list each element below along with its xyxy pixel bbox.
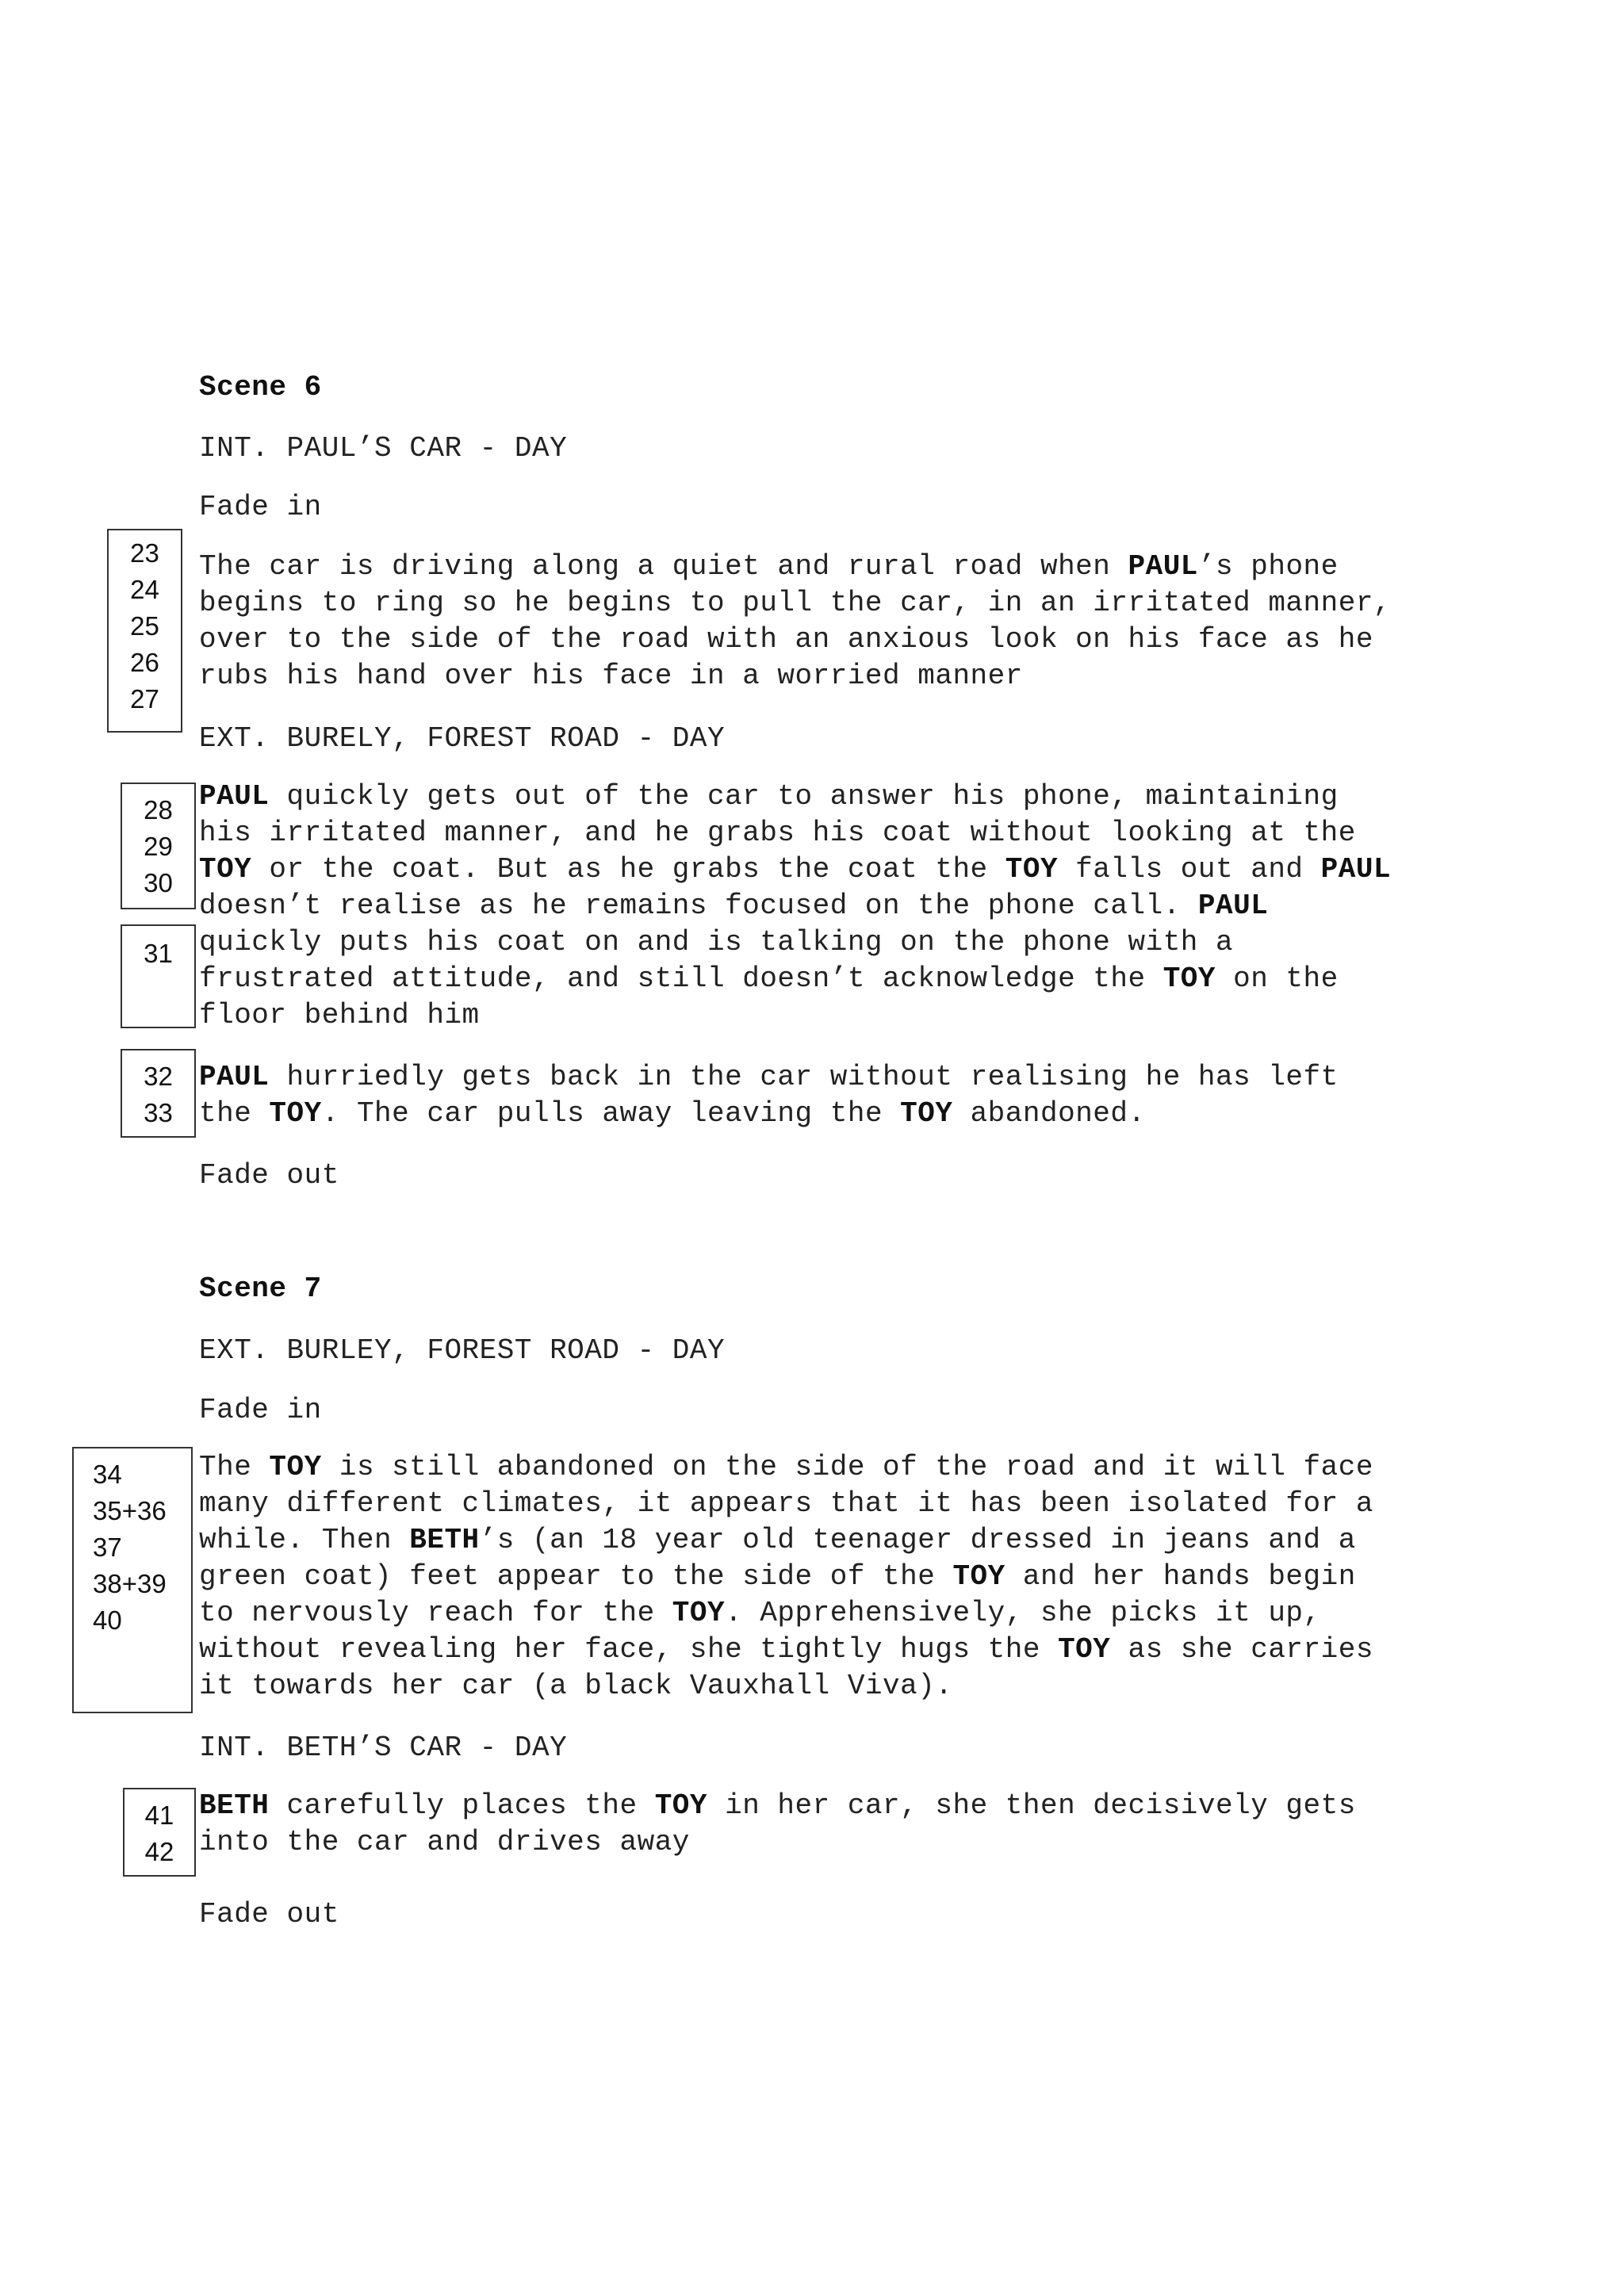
action-line (199, 961, 1339, 997)
action-text: over to the side of the road with an anxious look on his face as he (199, 623, 1373, 656)
scene-7-fade-in: Fade in (199, 1394, 322, 1426)
character-name: TOY (269, 1097, 322, 1130)
action-text: quickly gets out of the car to answer his phone, maintaining (269, 780, 1339, 813)
character-name: TOY (199, 853, 252, 886)
shot-numbers-23-27 (107, 529, 182, 733)
character-name: BETH (199, 1789, 270, 1822)
character-name: TOY (672, 1597, 726, 1629)
action-text: green coat) feet appear to the side of the (199, 1560, 953, 1593)
shot-number: 24 (130, 575, 159, 604)
scene-6-fade-out: Fade out (199, 1159, 339, 1192)
character-name: TOY (900, 1097, 953, 1130)
action-line (199, 888, 1268, 924)
character-name: PAUL (1320, 853, 1392, 886)
action-line (199, 851, 1391, 888)
action-text: rubs his hand over his face in a worried manner (199, 660, 1023, 692)
action-text: begins to ring so he begins to pull the car, in an irritated manner, (199, 587, 1392, 619)
action-text: and her hands begin (1005, 1560, 1356, 1593)
character-name: TOY (1005, 853, 1059, 886)
scene-6-heading: Scene 6 (199, 371, 322, 404)
action-line (199, 1486, 1373, 1522)
action-text: to nervously reach for the (199, 1597, 672, 1629)
shot-number: 40 (93, 1605, 122, 1635)
character-name: TOY (1058, 1633, 1111, 1666)
action-text: while. Then (199, 1524, 410, 1556)
action-text: quickly puts his coat on and is talking on the phone with a (199, 926, 1234, 959)
shot-number: 26 (130, 648, 159, 677)
scene-6-slugline-ext: EXT. BURELY, FOREST ROAD - DAY (199, 722, 726, 755)
action-text: The (199, 1451, 270, 1483)
scene-6-fade-in: Fade in (199, 491, 322, 523)
action-line (199, 1595, 1321, 1632)
shot-number: 33 (144, 1098, 173, 1127)
shot-numbers-41-42 (123, 1788, 196, 1877)
shot-number: 34 (93, 1460, 122, 1489)
action-line (199, 1788, 1356, 1824)
shot-numbers-31 (121, 924, 196, 1028)
shot-number: 42 (144, 1837, 174, 1866)
action-text: . The car pulls away leaving the (321, 1097, 901, 1130)
character-name: PAUL (1128, 550, 1198, 583)
action-text: is still abandoned on the side of the road and it will face (321, 1451, 1373, 1483)
action-line (199, 549, 1339, 585)
action-line (199, 1559, 1356, 1595)
action-text: carefully places the (269, 1789, 655, 1822)
character-name: TOY (654, 1789, 708, 1822)
shot-number: 30 (144, 868, 173, 897)
action-line (199, 1096, 1146, 1132)
shot-number: 37 (93, 1533, 122, 1562)
action-line (199, 1632, 1373, 1668)
action-text: frustrated attitude, and still doesn’t acknowledge the (199, 962, 1163, 995)
character-name: PAUL (1197, 890, 1269, 922)
shot-number: 35+36 (93, 1496, 167, 1525)
action-text: into the car and drives away (199, 1826, 690, 1858)
shot-number: 27 (130, 684, 159, 714)
scene-7-fade-out: Fade out (199, 1898, 339, 1931)
shot-number: 23 (130, 538, 159, 568)
shot-number: 31 (144, 939, 173, 968)
scene-6-slugline-int: INT. PAUL’S CAR - DAY (199, 432, 568, 465)
action-text: doesn’t realise as he remains focused on the phone call. (199, 890, 1198, 922)
character-name: TOY (1162, 962, 1216, 995)
action-text: . Apprehensively, she picks it up, (725, 1597, 1321, 1629)
action-text: falls out and (1058, 853, 1321, 886)
action-line (199, 1668, 952, 1705)
action-line (199, 1824, 690, 1861)
shot-number: 32 (144, 1062, 173, 1091)
action-text: his irritated manner, and he grabs his coat without looking at the (199, 817, 1356, 849)
action-text: the (199, 1097, 270, 1130)
action-line (199, 585, 1391, 622)
character-name: TOY (269, 1451, 322, 1483)
action-text: it towards her car (a black Vauxhall Viva). (199, 1670, 953, 1702)
shot-number: 29 (144, 832, 173, 861)
action-text: on the (1216, 962, 1339, 995)
character-name: TOY (952, 1560, 1005, 1593)
action-text: The car is driving along a quiet and rural road when (199, 550, 1128, 583)
character-name: BETH (409, 1524, 480, 1556)
action-line (199, 779, 1339, 815)
action-line (199, 1449, 1373, 1486)
action-line (199, 815, 1356, 851)
action-text: in her car, she then decisively gets (707, 1789, 1356, 1822)
action-text: floor behind him (199, 999, 480, 1031)
scene-7-heading: Scene 7 (199, 1272, 322, 1305)
action-text: without revealing her face, she tightly hugs the (199, 1633, 1059, 1666)
character-name: PAUL (199, 780, 270, 813)
action-text: ’s (an 18 year old teenager dressed in jeans and a (479, 1524, 1356, 1556)
shot-numbers-28-30 (121, 783, 196, 909)
scene-7-slugline-ext: EXT. BURLEY, FOREST ROAD - DAY (199, 1334, 726, 1367)
action-text: ’s phone (1197, 550, 1339, 583)
action-text: as she carries (1110, 1633, 1373, 1666)
action-text: abandoned. (952, 1097, 1146, 1130)
action-line (199, 1059, 1339, 1096)
action-text: many different climates, it appears that it has been isolated for a (199, 1487, 1373, 1520)
shot-number: 38+39 (93, 1569, 167, 1598)
scene-7-slugline-int: INT. BETH’S CAR - DAY (199, 1732, 568, 1764)
action-text: or the coat. But as he grabs the coat the (251, 853, 1005, 886)
action-line (199, 997, 480, 1034)
shot-number: 28 (144, 795, 173, 825)
action-line (199, 658, 1023, 695)
action-line (199, 924, 1233, 961)
action-line (199, 1522, 1356, 1559)
shot-numbers-34-40 (72, 1447, 193, 1713)
action-line (199, 622, 1373, 658)
action-text: hurriedly gets back in the car without realising he has left (269, 1061, 1339, 1093)
shot-numbers-32-33 (121, 1049, 196, 1138)
shot-number: 25 (130, 611, 159, 641)
shot-number: 41 (144, 1800, 174, 1830)
character-name: PAUL (199, 1061, 270, 1093)
